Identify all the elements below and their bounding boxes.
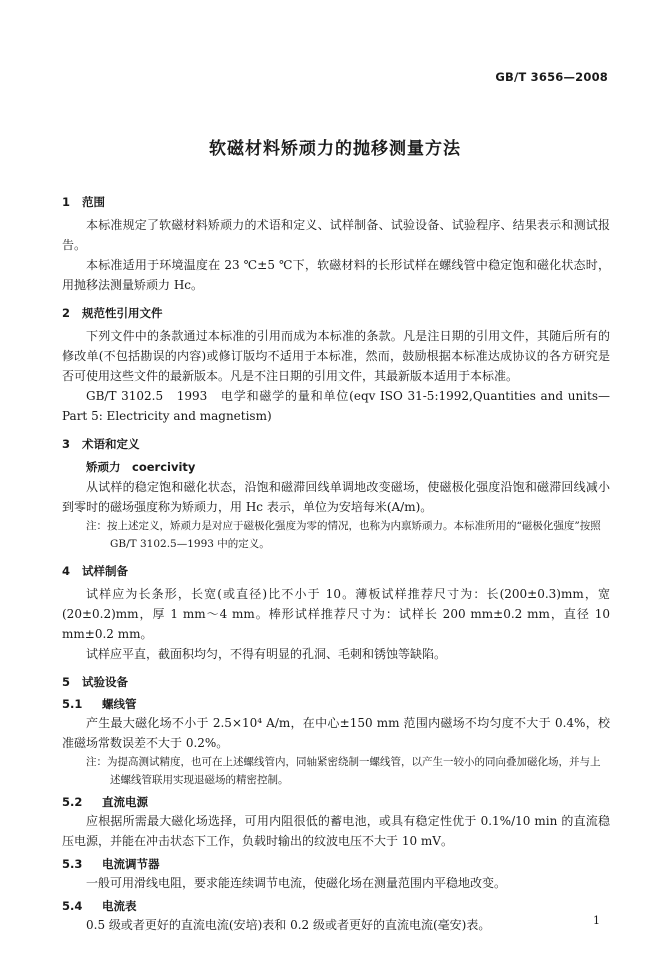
paragraph: 产生最大磁化场不小于 2.5×10⁴ A/m，在中心±150 mm 范围内磁场不均匀度不大于 0.4%，校准磁场常数误差不大于 0.2%。 xyxy=(62,716,610,750)
paragraph: 应根据所需最大磁化场选择，可用内阻很低的蓄电池，或具有稳定性优于 0.1%/10 min 的直流稳压电源，并能在冲击状态下工作，负载时输出的纹波电压不大于 10 mV。 xyxy=(62,814,610,848)
paragraph: 本标准适用于环境温度在 23 ℃±5 ℃下，软磁材料的长形试样在螺线管中稳定饱和磁化状态时，用抛移法测量矫顽力 Hc。 xyxy=(62,258,610,292)
paragraph: 下列文件中的条款通过本标准的引用而成为本标准的条款。凡是注日期的引用文件，其随后所有的修改单(不包括勘误的内容)或修订版均不适用于本标准，然而，鼓励根据本标准达成协议的各方研究是否可使用这些文件的最新版本。凡是不注日期的引用文件，其最新版本适用于本标准。 xyxy=(62,329,610,383)
note xyxy=(86,753,610,789)
section-heading-2 xyxy=(62,304,610,322)
paragraph: 从试样的稳定饱和磁化状态，沿饱和磁滞回线单调地改变磁场，使磁极化强度沿饱和磁滞回线减小到零时的磁场强度称为矫顽力，用 Hc 表示，单位为安培每米(A/m)。 xyxy=(62,480,610,514)
subsection-title: 电流表 xyxy=(102,899,137,913)
subsection-title: 电流调节器 xyxy=(102,857,160,871)
note-text: 为提高测试精度，也可在上述螺线管内，同轴紧密绕制一螺线管，以产生一较小的同向叠加磁化场，并与上述螺线管联用实现退磁场的精密控制。 xyxy=(107,756,601,786)
section-heading-4 xyxy=(62,562,610,580)
section-heading-5 xyxy=(62,673,610,691)
subsection-heading-5-2 xyxy=(62,793,610,811)
section-title: 术语和定义 xyxy=(82,437,140,451)
paragraph: 0.5 级或者更好的直流电流(安培)表和 0.2 级或者更好的直流电流(毫安)表。 xyxy=(86,918,491,932)
subsection-heading-5-4 xyxy=(62,897,610,915)
section-number: 5 xyxy=(62,675,71,689)
section-title: 试验设备 xyxy=(82,675,128,689)
section-number: 1 xyxy=(62,195,71,209)
subsection-number: 5.4 xyxy=(62,899,83,913)
subsection-heading-5-1 xyxy=(62,695,610,713)
subsection-number: 5.3 xyxy=(62,857,83,871)
note-label: 注： xyxy=(86,756,107,768)
paragraph: 试样应平直，截面积均匀，不得有明显的孔洞、毛刺和锈蚀等缺陷。 xyxy=(86,647,447,661)
subsection-title: 直流电源 xyxy=(102,795,148,809)
term-entry: 矫顽力 coercivity xyxy=(86,460,196,474)
note-text: 按上述定义，矫顽力是对应于磁极化强度为零的情况，也称为内禀矫顽力。本标准所用的“磁极化强度”按照 GB/T 3102.5—1993 中的定义。 xyxy=(107,520,601,550)
page-title: 软磁材料矫顽力的抛移测量方法 xyxy=(209,139,461,159)
subsection-number: 5.1 xyxy=(62,697,83,711)
standard-code: GB/T 3656—2008 xyxy=(495,70,608,84)
section-heading-1 xyxy=(62,193,610,211)
note-label: 注： xyxy=(86,520,107,532)
reference-entry: GB/T 3102.5 1993 电学和磁学的量和单位(eqv ISO 31-5:1992,Quantities and units—Part 5: Electricity and magnetism) xyxy=(62,389,610,423)
section-title: 范围 xyxy=(82,195,105,209)
section-title: 试样制备 xyxy=(82,564,128,578)
section-title: 规范性引用文件 xyxy=(82,306,163,320)
document-body xyxy=(62,193,610,935)
page-number: 1 xyxy=(593,914,600,927)
paragraph: 试样应为长条形，长宽(或直径)比不小于 10。薄板试样推荐尺寸为：长(200±0.3)mm，宽(20±0.2)mm，厚 1 mm～4 mm。棒形试样推荐尺寸为：试样长 200 mm±0.2 mm，直径 10 mm±0.2 mm。 xyxy=(62,587,610,641)
subsection-number: 5.2 xyxy=(62,795,83,809)
section-heading-3 xyxy=(62,435,610,453)
note xyxy=(86,517,610,553)
section-number: 3 xyxy=(62,437,71,451)
section-number: 4 xyxy=(62,564,71,578)
paragraph: 本标准规定了软磁材料矫顽力的术语和定义、试样制备、试验设备、试验程序、结果表示和测试报告。 xyxy=(62,218,610,252)
subsection-heading-5-3 xyxy=(62,855,610,873)
section-number: 2 xyxy=(62,306,71,320)
subsection-title: 螺线管 xyxy=(102,697,137,711)
paragraph: 一般可用滑线电阻，要求能连续调节电流，使磁化场在测量范围内平稳地改变。 xyxy=(86,876,507,890)
